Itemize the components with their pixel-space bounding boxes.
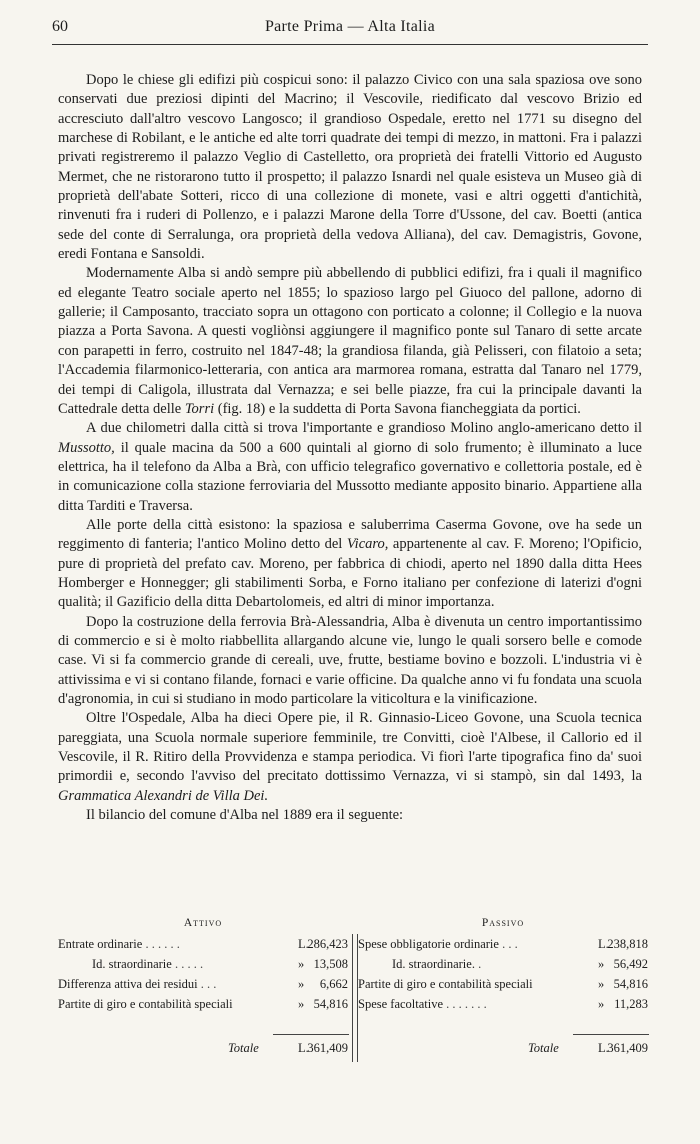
total-value: 361,409 — [307, 1041, 348, 1055]
book-page — [52, 0, 648, 1144]
row-unit: » — [598, 997, 605, 1011]
row-label: Partite di giro e contabilità speciali — [58, 997, 233, 1011]
table-row — [58, 954, 348, 974]
sum-rule-right — [573, 1034, 649, 1035]
total-label — [228, 1038, 259, 1058]
page-header — [52, 14, 642, 40]
leader-dots: . . . — [200, 977, 217, 991]
row-unit: » — [298, 957, 305, 971]
row-label — [358, 934, 518, 954]
paragraph-city-gates — [58, 516, 642, 613]
row-unit: » — [298, 997, 305, 1011]
leader-dots: . . . . . . . — [446, 997, 487, 1011]
leader-dots: . . . . . . — [145, 937, 180, 951]
row-label-text: Id. straordinarie. — [392, 957, 475, 971]
total-label — [528, 1038, 559, 1058]
table-row — [58, 974, 348, 994]
page-number: 60 — [52, 18, 68, 35]
table-row — [358, 954, 648, 974]
table-row — [58, 934, 348, 954]
total-value: 361,409 — [607, 1041, 648, 1055]
paragraph-mill — [58, 419, 642, 516]
row-label — [392, 954, 481, 974]
row-value: 13,508 — [313, 957, 348, 971]
paragraph-text: Modernamente Alba si andò sempre più abbellendo di pubblici edifizi, fra i quali il magnifico ed elegante Teatro sociale aperto nel 1855; lo spazioso largo pel Giuoco del pallone, adorno di gallerie; il Camposanto, tracciato sopra un ottagono con porticato a colonne; il Collegio e la nuova piazza a Porta Savona. A questi vogliònsi aggiungere il magnifico ponte sul Tanaro di sette arcate con parapetti in ferro, costruito nel 1847-48; la grandiosa filanda, già Pelisseri, con filatoio a seta; l'Accademia filarmonico-letteraria, con antica ara marmorea romana, estratta dal Tanaro nel 1779, dei tempi di Caligola, illustrata dal Vernazza; e sei belle piazze, fra cui la principale davanti la Cattedrale detta delle — [58, 265, 642, 417]
row-value: 6,662 — [319, 977, 348, 991]
row-label-text: Spese facoltative — [358, 997, 444, 1011]
total-label-text: Totale — [228, 1041, 259, 1055]
row-value: 11,283 — [614, 997, 648, 1011]
passivo-total — [358, 1038, 648, 1058]
total-unit: L. — [598, 1041, 609, 1055]
attivo-heading: Attivo — [183, 917, 223, 929]
leader-dots: . . . — [502, 937, 518, 951]
leader-dots: . — [478, 957, 482, 971]
attivo-total — [58, 1038, 348, 1058]
row-label — [92, 954, 203, 974]
row-unit: » — [298, 977, 305, 991]
header-rule — [52, 44, 648, 45]
paragraph-modern-buildings — [58, 264, 642, 419]
paragraph-text: appartenente al cav. F. Moreno; l'Opificio, pure di proprietà del prefato cav. Moreno, per fabbrica di chiodi, aperto nel 1890 dalla ditta Hees Homberger e Honnegger; gli stabilimenti Sorba, e Forno italiano per confezione di laterizi d'ogni qualità; il Gazificio della ditta Debartolomeis, ed altri di minor importanza. — [58, 536, 643, 611]
row-value: 56,492 — [613, 957, 648, 971]
total-row — [58, 1038, 348, 1058]
table-row — [358, 974, 648, 994]
row-label — [58, 974, 216, 994]
row-label-text: Spese obbligatorie ordinarie — [358, 937, 499, 951]
paragraph-commerce: Dopo la costruzione della ferrovia Brà-Alessandria, Alba è divenuta un centro importantissimo di commercio e si è molto riabbellita allargando alcune vie, lungo le quali sorsero belle e comode case. Vi si fa commercio grande di cereali, uve, frutte, bestiame bovino e bozzoli. L'industria vi è attivissima e vi si contano filande, fornaci e varie officine. Da qualche anno vi fu fondata una scuola d'agronomia, in cui si studiano in modo particolare la viticoltura e la vinificazione. — [58, 613, 642, 707]
row-label — [358, 994, 487, 1014]
sum-rule-left — [273, 1034, 349, 1035]
paragraph-text: Alle porte della città esistono: la spaziosa e saluberrima Caserma Govone, ove ha sede un reggimento di fanteria; l'antico Molino detto del — [58, 516, 642, 553]
italic-term: Mussotto, — [58, 439, 115, 456]
paragraph-text: (fig. 18) e la suddetta di Porta Savona fiancheggiata da portici. — [214, 400, 581, 417]
attivo-column — [58, 912, 348, 1014]
row-unit: » — [598, 977, 605, 991]
row-value: 54,816 — [613, 977, 648, 991]
body-text — [58, 71, 642, 825]
total-label-text: Totale — [528, 1041, 559, 1055]
row-label: Partite di giro e contabilità speciali — [358, 977, 533, 991]
paragraph-balance-intro: Il bilancio del comune d'Alba nel 1889 era il seguente: — [86, 807, 404, 824]
italic-term: Torri — [184, 400, 215, 417]
table-row — [358, 994, 648, 1014]
row-value: 286,423 — [307, 937, 348, 951]
italic-term: Vicaro, — [346, 536, 389, 553]
paragraph-text: A due chilometri dalla città si trova l'importante e grandioso Molino anglo-americano detto il — [86, 420, 642, 437]
table-row — [358, 934, 648, 954]
row-label-text: Id. straordinarie — [92, 957, 172, 971]
paragraph-buildings: Dopo le chiese gli edifizi più cospicui sono: il palazzo Civico con una sala spaziosa ove sono conservati due preziosi dipinti del Macrino; il Vescovile, riedificato dal vescovo Brizio ed accresciuto dall'altro vescovo Langosco; il grandioso Ospedale, eretto nel 1771 su disegno del marchese di Robilant, e le antiche ed alte torri quadrate dei tempi di mezzo, in mattoni. Fra i palazzi privati registreremo il palazzo Veglio di Castelletto, ora proprietà dei fratelli Vittorio ed Augusto Mermet, che ne ristorarono tutto il prospetto; il palazzo Isnardi nel quale esisteva un Museo già di proprietà dell'abate Sotteri, ricco di una collezione di monete, vasi e altri oggetti d'antichità, rinvenuti fra i ruderi di Pollenzo, e i palazzi Marone della Torre d'Ussone, del cav. Boetti (antica sede del conte di Serralunga, ora proprietà della vedova Alliana), del cav. Demagistris, Govone, eredi Fontana e Sansoldi. — [58, 72, 642, 263]
italic-term: Grammatica Alexandri de Villa Dei. — [58, 787, 269, 804]
table-row — [58, 994, 348, 1014]
passivo-column — [358, 912, 648, 1014]
paragraph-text: Oltre l'Ospedale, Alba ha dieci Opere pie, il R. Ginnasio-Liceo Govone, una Scuola tecnica pareggiata, una Scuola normale superiore femminile, tre Convitti, cioè l'Albese, il Callorio ed il Vescovile, il R. Ritiro della Provvidenza e stampa periodica. Vi fiorì l'arte tipografica fino da' suoi primordii e, secondo l'avviso del precitato dottissimo Vernazza, vi si stampò, sin dal 1493, la — [58, 710, 642, 785]
running-title: Parte Prima — Alta Italia — [264, 18, 436, 35]
leader-dots: . . . . . — [174, 957, 204, 971]
row-label-text: Differenza attiva dei residui — [58, 977, 198, 991]
total-row — [358, 1038, 648, 1058]
row-value: 238,818 — [607, 937, 648, 951]
row-unit: L. — [598, 937, 609, 951]
paragraph-text: il quale macina da 500 a 600 quintali al giorno di solo frumento; è illuminato a luce elettrica, ha il telefono da Alba a Brà, con ufficio telegrafico governativo e collettoria postale, ed è in comunicazione colla stazione ferroviaria del Mussotto mediante apposito binario. Appartiene alla ditta Tarditi e Traversa. — [58, 439, 642, 514]
row-label — [58, 934, 180, 954]
row-unit: » — [598, 957, 605, 971]
row-value: 54,816 — [313, 997, 348, 1011]
passivo-heading: Passivo — [481, 917, 525, 929]
row-label-text: Entrate ordinarie — [58, 937, 143, 951]
paragraph-institutions — [58, 709, 642, 806]
total-unit: L. — [298, 1041, 309, 1055]
balance-table — [58, 912, 648, 1072]
row-unit: L. — [298, 937, 309, 951]
